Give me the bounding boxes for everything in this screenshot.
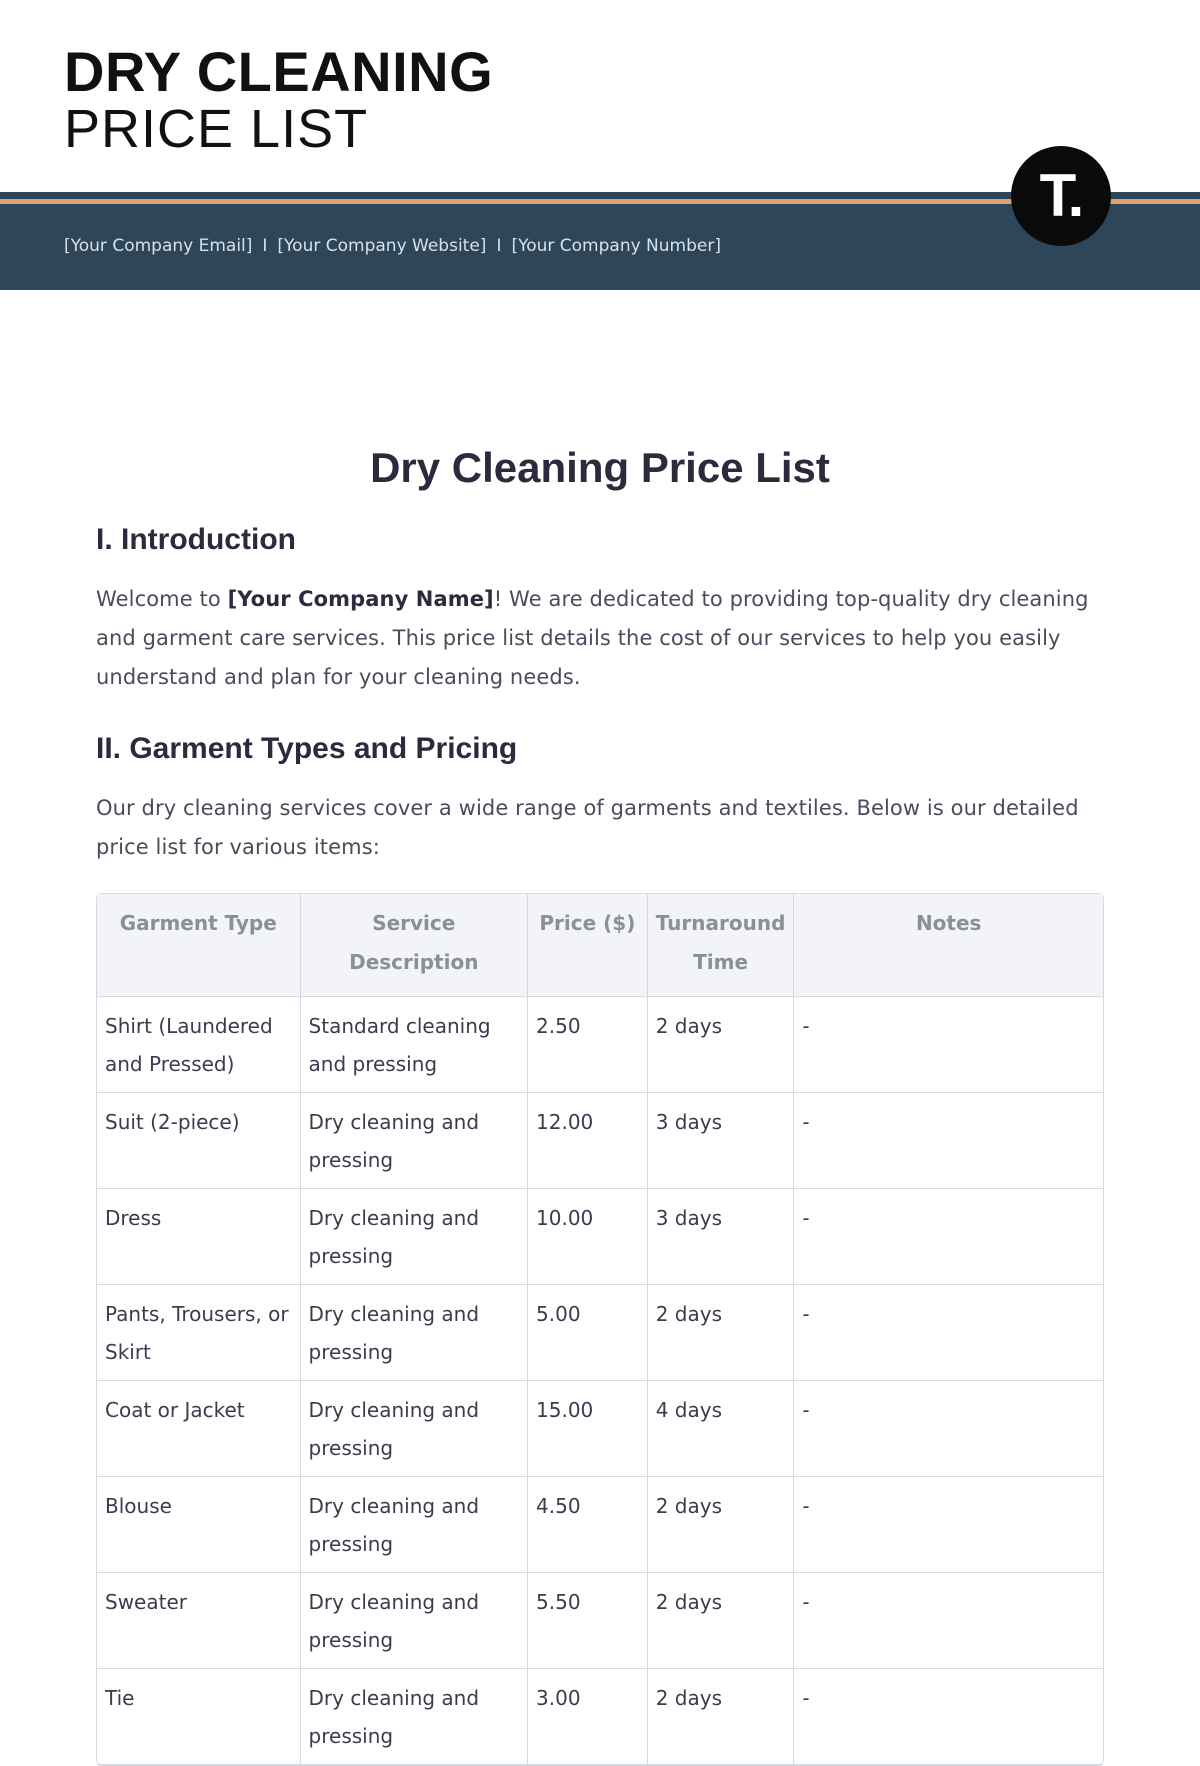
document-title: Dry Cleaning Price List [370,444,830,491]
cell-turnaround-time: 2 days [648,1285,795,1381]
cell-notes: - [794,1189,1103,1285]
cell-notes: - [794,1381,1103,1477]
cell-service-description: Dry cleaning and pressing [301,1381,528,1477]
company-logo: T. [1011,146,1111,246]
introduction-paragraph [96,580,1104,697]
intro-text-rest: ! We are dedicated to providing top-quality dry cleaning and garment care services. This price list details the cost of our services to help you easily understand and plan for your cleaning needs. [96,587,1089,689]
contact-separator: I [496,236,502,256]
cell-turnaround-time: 3 days [648,1093,795,1189]
cell-garment-type: Shirt (Laundered and Pressed) [97,997,301,1093]
table-row [97,1573,1103,1669]
table-row [97,1477,1103,1573]
column-header-notes: Notes [794,894,1103,997]
cell-turnaround-time: 2 days [648,1573,795,1669]
cell-notes: - [794,997,1103,1093]
company-email: [Your Company Email] [64,236,253,256]
table-row [97,1285,1103,1381]
price-table [96,893,1104,1766]
table-row [97,1381,1103,1477]
cell-price: 2.50 [528,997,648,1093]
cell-notes: - [794,1093,1103,1189]
intro-text-start: Welcome to [96,587,228,611]
cell-service-description: Dry cleaning and pressing [301,1093,528,1189]
column-header-service-description: Service Description [301,894,528,997]
cell-notes: - [794,1285,1103,1381]
cell-turnaround-time: 2 days [648,1477,795,1573]
document-body [96,438,1104,1766]
cell-service-description: Dry cleaning and pressing [301,1477,528,1573]
cell-notes: - [794,1573,1103,1669]
column-header-price: Price ($) [528,894,648,997]
table-row [97,1093,1103,1189]
cell-turnaround-time: 4 days [648,1381,795,1477]
cell-price: 15.00 [528,1381,648,1477]
cell-garment-type: Pants, Trousers, or Skirt [97,1285,301,1381]
cell-service-description: Dry cleaning and pressing [301,1669,528,1765]
cell-garment-type: Blouse [97,1477,301,1573]
cell-service-description: Dry cleaning and pressing [301,1285,528,1381]
cell-garment-type: Suit (2-piece) [97,1093,301,1189]
cell-price: 3.00 [528,1669,648,1765]
cell-price: 5.00 [528,1285,648,1381]
pricing-paragraph: Our dry cleaning services cover a wide range of garments and textiles. Below is our detailed price list for various items: [96,796,1079,859]
cell-notes: - [794,1669,1103,1765]
cell-service-description: Dry cleaning and pressing [301,1189,528,1285]
table-row [97,1669,1103,1765]
company-website: [Your Company Website] [277,236,487,256]
contact-separator: I [262,236,268,256]
cell-garment-type: Sweater [97,1573,301,1669]
cell-garment-type: Tie [97,1669,301,1765]
cell-turnaround-time: 2 days [648,997,795,1093]
cell-turnaround-time: 2 days [648,1669,795,1765]
table-header-row [97,894,1103,997]
cell-service-description: Dry cleaning and pressing [301,1573,528,1669]
brand-title [64,40,494,159]
page-header [0,0,1200,292]
table-row [97,997,1103,1093]
brand-title-line1: DRY CLEANING [64,40,494,103]
cell-garment-type: Dress [97,1189,301,1285]
section-heading-introduction: I. Introduction [96,523,296,556]
column-header-turnaround-time: Turnaround Time [648,894,795,997]
company-contact-line [64,236,721,256]
section-heading-pricing: II. Garment Types and Pricing [96,732,518,765]
cell-notes: - [794,1477,1103,1573]
cell-price: 5.50 [528,1573,648,1669]
column-header-garment-type: Garment Type [97,894,301,997]
cell-price: 12.00 [528,1093,648,1189]
cell-price: 10.00 [528,1189,648,1285]
cell-service-description: Standard cleaning and pressing [301,997,528,1093]
company-name-placeholder: [Your Company Name] [227,587,494,611]
company-number: [Your Company Number] [511,236,721,256]
cell-turnaround-time: 3 days [648,1189,795,1285]
cell-garment-type: Coat or Jacket [97,1381,301,1477]
brand-title-line2: PRICE LIST [64,99,369,159]
table-row [97,1189,1103,1285]
cell-price: 4.50 [528,1477,648,1573]
